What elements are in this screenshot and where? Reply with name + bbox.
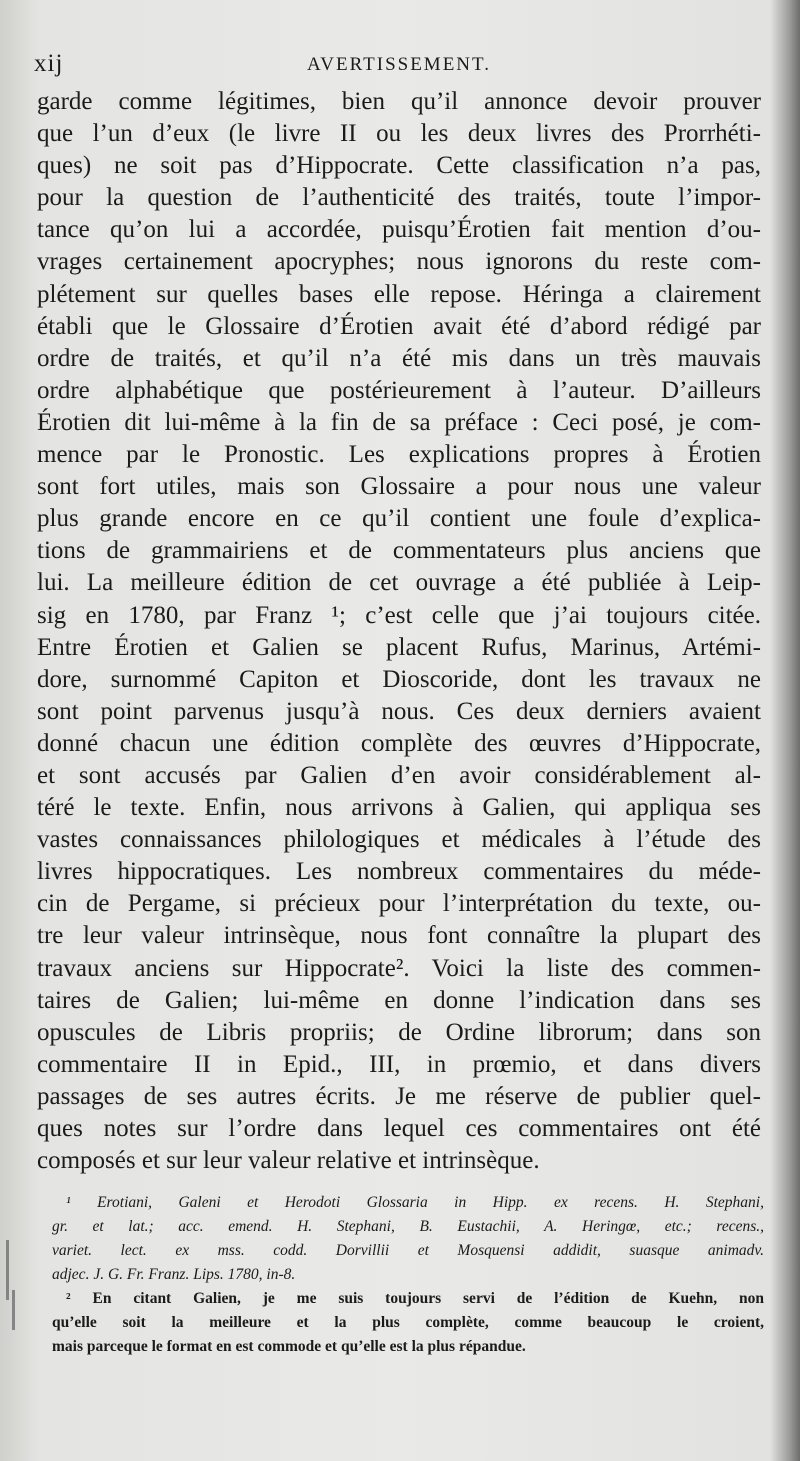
margin-mark (6, 1240, 9, 1300)
margin-mark (12, 1290, 15, 1330)
body-line: ordre de traités, et qu’il n’a été mis dans un très mauvais (37, 344, 761, 372)
footnote-line: mais parceque le format en est commode et qu’elle est la plus répandue. (52, 1338, 526, 1355)
body-line: vastes connaissances philologiques et médicales à l’étude des (37, 826, 761, 854)
body-line: commentaire II in Epid., III, in prœmio, et dans divers (37, 1050, 761, 1078)
body-line: mence par le Pronostic. Les explications propres à Érotien (37, 441, 761, 469)
body-line: livres hippocratiques. Les nombreux commentaires du méde- (37, 858, 761, 886)
body-line: garde comme légitimes, bien qu’il annonce devoir prouver (37, 88, 761, 115)
body-line: tre leur valeur intrinsèque, nous font connaître la plupart des (37, 922, 761, 950)
body-line: ordre alphabétique que postérieurement à l’auteur. D’ailleurs (37, 376, 761, 404)
footnote-line: ¹ Erotiani, Galeni et Herodoti Glossaria in Hipp. ex recens. H. Stephani, (66, 1194, 764, 1211)
body-line: cin de Pergame, si précieux pour l’interprétation du texte, ou- (37, 890, 761, 918)
body-line: Entre Érotien et Galien se placent Rufus, Marinus, Artémi- (37, 633, 761, 661)
body-line: ques) ne soit pas d’Hippocrate. Cette classification n’a pas, (37, 152, 761, 180)
body-line: sig en 1780, par Franz ¹; c’est celle que j’ai toujours citée. (37, 601, 761, 629)
body-line: lui. La meilleure édition de cet ouvrage a été publiée à Leip- (37, 569, 761, 597)
page-header (34, 50, 764, 86)
page-number: xij (34, 50, 64, 77)
body-line: ques notes sur l’ordre dans lequel ces commentaires ont été (37, 1115, 761, 1142)
body-line: établi que le Glossaire d’Érotien avait été d’abord rédigé par (37, 312, 761, 340)
body-line: composés et sur leur valeur relative et intrinsèque. (37, 1147, 540, 1175)
body-line: dore, surnommé Capiton et Dioscoride, dont les travaux ne (37, 665, 761, 693)
body-line: opuscules de Libris propriis; de Ordine librorum; dans son (37, 1018, 761, 1046)
body-line: tions de grammairiens et de commentateurs plus anciens que (37, 537, 761, 565)
body-line: téré le texte. Enfin, nous arrivons à Galien, qui appliqua ses (37, 794, 761, 822)
body-line: Érotien dit lui-même à la fin de sa préface : Ceci posé, je com- (37, 408, 761, 436)
footnote-line: adjec. J. G. Fr. Franz. Lips. 1780, in-8. (52, 1266, 296, 1283)
footnote-line: qu’elle soit la meilleure et la plus complète, comme beaucoup le croient, (52, 1314, 764, 1331)
body-line: et sont accusés par Galien d’en avoir considérablement al- (37, 761, 761, 789)
body-line: passages de ses autres écrits. Je me réserve de publier quel- (37, 1082, 761, 1110)
body-line: sont fort utiles, mais son Glossaire a pour nous une valeur (37, 473, 761, 501)
body-line: pour la question de l’authenticité des traités, toute l’impor- (37, 184, 761, 212)
body-line: travaux anciens sur Hippocrate². Voici la liste des commen- (37, 954, 761, 982)
body-line: plus grande encore en ce qu’il contient une foule d’explica- (37, 505, 761, 533)
body-line: donné chacun une édition complète des œuvres d’Hippocrate, (37, 729, 761, 757)
footnote-line: ² En citant Galien, je me suis toujours servi de l’édition de Kuehn, non (66, 1290, 764, 1307)
body-text (37, 86, 761, 1177)
body-line: sont point parvenus jusqu’à nous. Ces deux derniers avaient (37, 697, 761, 725)
body-line: vrages certainement apocryphes; nous ignorons du reste com- (37, 248, 761, 276)
body-line: tance qu’on lui a accordée, puisqu’Érotien fait mention d’ou- (37, 216, 761, 244)
footnotes (52, 1191, 764, 1359)
running-title: AVERTISSEMENT. (307, 54, 491, 75)
body-line: taires de Galien; lui-même en donne l’indication dans ses (37, 986, 761, 1014)
footnote-line: gr. et lat.; acc. emend. H. Stephani, B. Eustachii, A. Heringœ, etc.; recens., (52, 1218, 764, 1235)
body-line: plétement sur quelles bases elle repose. Héringa a clairement (37, 280, 761, 308)
body-line: que l’un d’eux (le livre II ou les deux livres des Prorrhéti- (37, 120, 761, 148)
footnote-line: variet. lect. ex mss. codd. Dorvillii et Mosquensi addidit, suasque animadv. (52, 1242, 764, 1259)
